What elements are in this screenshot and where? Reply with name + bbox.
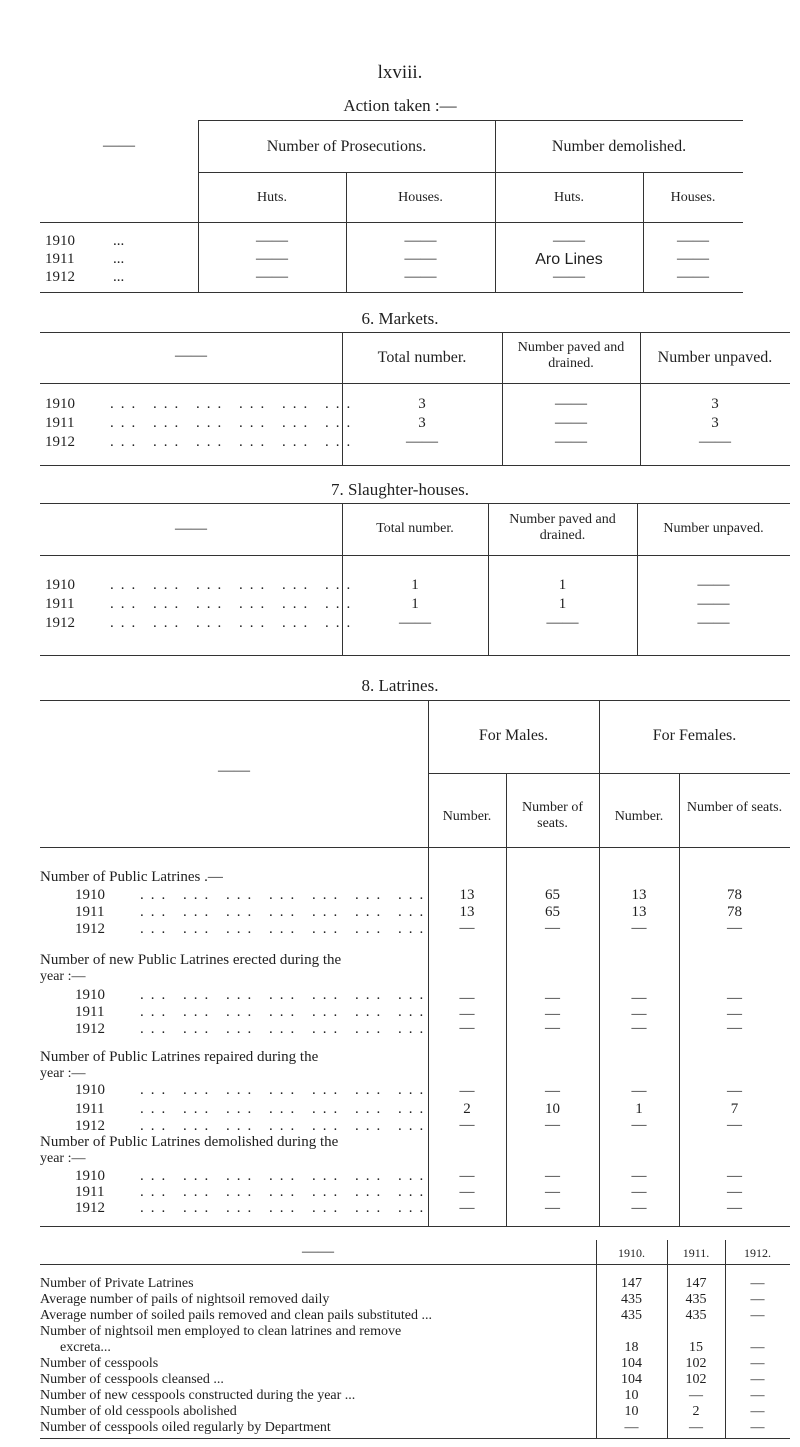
year-label: 1911 [75,1101,105,1117]
table-cell: — [727,1117,742,1133]
year-label: 1910 [45,233,75,249]
slaughter-title: 7. Slaughter-houses. [330,480,469,499]
aro-lines: Aro Lines [535,251,603,268]
table-cell: — [459,1168,475,1184]
table-cell: 10 [624,1404,639,1419]
table-cell: 10 [624,1388,639,1403]
year-label: 1911 [75,1004,105,1020]
col-huts: Huts. [554,190,584,205]
col-year-1912: 1912. [744,1246,771,1260]
table-cell: — [631,1020,647,1036]
col-year-1911: 1911. [682,1246,710,1260]
table-cell: — [727,1168,742,1184]
table-cell: — [545,1168,560,1184]
leader-dots: ... ... ... ... ... ... ... [140,887,431,903]
year-label: 1911 [45,251,75,267]
table-cell: —— [404,268,437,285]
col-number: Number. [614,809,664,824]
leader-dots: ... ... ... ... ... ... [110,615,358,631]
table-cell: — [727,1083,742,1099]
table-cell: — [545,1083,560,1099]
table-cell: —— [555,414,587,431]
col-number: Number. [442,809,492,824]
leader-dots: ... ... ... ... ... ... ... [140,1118,431,1134]
leader-dots: ... [113,233,125,249]
leader-dots: ... ... ... ... ... ... [110,596,358,612]
table-cell: 10 [545,1101,560,1117]
col-unpaved: Number unpaved. [663,521,764,536]
table-cell: 2 [463,1101,471,1117]
latrines-title: 8. Latrines. [361,676,439,695]
col-paved: Number paved and drained. [509,512,616,543]
table-cell: 1 [411,577,419,593]
leader-dots: ... ... ... ... ... ... ... [140,1004,431,1020]
table-cell: 104 [621,1356,642,1371]
leader-dots: ... ... ... ... ... ... ... [140,1101,431,1117]
table-cell: — [545,1117,560,1133]
table-cell: 65 [545,887,560,903]
private-row-label: Number of cesspools cleansed ... [40,1372,224,1387]
year-label: 1912 [75,921,105,937]
table-cell: 1 [635,1101,643,1117]
corner-dash: —— [302,1243,334,1260]
col-paved: Number paved and drained. [517,340,625,371]
table-cell: — [727,1006,742,1022]
table-cell: 104 [621,1372,642,1387]
leader-dots: ... ... ... ... ... ... [110,434,358,450]
corner-dash: —— [175,347,207,364]
table-cell: — [545,920,560,936]
table-cell: — [631,1117,647,1133]
table-cell: — [631,1168,647,1184]
leader-dots: ... ... ... ... ... ... ... [140,1184,431,1200]
year-label: 1912 [45,434,75,450]
table-cell: 435 [621,1292,642,1307]
table-cell: —— [256,232,288,249]
markets-title: 6. Markets. [361,309,439,328]
section-label-cont: year :— [40,1066,86,1081]
table-cell: 2 [692,1404,700,1419]
col-houses: Houses. [670,190,716,205]
private-row-label: Number of old cesspools abolished [40,1404,237,1419]
table-cell: — [727,1200,742,1216]
leader-dots: ... ... ... ... ... ... ... [140,1021,431,1037]
private-row-label: Average number of soiled pails removed and clean pails substituted ... [40,1308,433,1323]
table-cell: — [545,1006,560,1022]
table-cell: 102 [685,1372,707,1387]
section-label: Number of Public Latrines demolished during the [40,1134,339,1150]
table-cell: — [750,1420,765,1435]
col-year-1910: 1910. [618,1246,645,1260]
col-huts: Huts. [257,190,287,205]
males-header: For Males. [478,727,549,744]
table-cell: 3 [711,415,719,431]
table-cell: —— [553,268,585,285]
leader-dots: ... ... ... ... ... ... ... [140,1082,431,1098]
year-label: 1911 [45,596,75,612]
table-cell: —— [697,614,730,631]
table-cell: —— [677,232,709,249]
col-total: Total number. [377,349,467,366]
private-row-label: Number of Private Latrines [40,1276,194,1291]
table-cell: —— [553,232,585,249]
demolished-header: Number demolished. [551,138,687,155]
table-cell: 102 [685,1356,707,1371]
table-cell: —— [699,433,731,450]
table-cell: 13 [631,887,647,903]
table-cell: 1 [558,596,567,612]
table-cell: — [727,990,742,1006]
leader-dots: ... ... ... ... ... ... ... [140,1168,431,1184]
leader-dots: ... ... ... ... ... ... ... [140,987,431,1003]
rule-line [40,1264,790,1265]
table-cell: — [750,1388,765,1403]
table-cell: 435 [685,1308,707,1323]
table-cell: — [750,1292,765,1307]
section-label: Number of Public Latrines .— [40,869,223,885]
table-cell: —— [256,268,288,285]
table-cell: 147 [685,1276,707,1291]
leader-dots: ... ... ... ... ... ... [110,415,358,431]
table-cell: — [631,1184,647,1200]
table-cell: —— [546,614,579,631]
leader-dots: ... ... ... ... ... ... [110,396,358,412]
table-cell: — [459,1200,475,1216]
private-row-label: Average number of pails of nightsoil removed daily [40,1292,330,1307]
table-cell: — [459,1006,475,1022]
year-label: 1910 [75,987,105,1003]
leader-dots: ... ... ... ... ... ... ... [140,904,431,920]
private-row-label: Number of cesspools [40,1356,159,1371]
col-unpaved: Number unpaved. [657,349,773,366]
year-label: 1911 [45,415,75,431]
table-cell: — [727,1020,742,1036]
table-cell: — [727,1184,742,1200]
page-number: lxviii. [377,62,423,83]
corner-dash: —— [175,520,207,537]
table-cell: 65 [545,904,560,920]
table-cell: —— [677,268,709,285]
table-cell: — [689,1420,703,1435]
table-cell: 1 [558,577,567,593]
table-cell: — [750,1340,765,1355]
col-seats: Number of seats. [521,800,584,831]
table-cell: — [727,920,742,936]
table-cell: — [631,1083,647,1099]
females-header: For Females. [652,727,737,744]
table-cell: 13 [631,904,647,920]
table-cell: 7 [730,1101,739,1117]
table-cell: — [689,1388,703,1403]
table-cell: — [545,1184,560,1200]
private-row-label-cont: excreta... [60,1340,111,1355]
table-cell: —— [404,250,437,267]
table-cell: — [750,1404,765,1419]
year-label: 1910 [75,1082,105,1098]
table-cell: 3 [418,396,426,412]
table-cell: —— [697,595,730,612]
table-cell: — [631,920,647,936]
col-total: Total number. [376,521,454,536]
table-cell: —— [256,250,288,267]
table-cell: — [624,1420,639,1435]
section-label-cont: year :— [40,969,86,984]
table-cell: — [750,1372,765,1387]
table-cell: 147 [621,1276,642,1291]
year-label: 1912 [75,1118,105,1134]
table-cell: — [545,1020,560,1036]
corner-dash: —— [103,137,135,154]
table-cell: —— [399,614,431,631]
table-cell: 13 [459,887,475,903]
table-cell: 18 [624,1340,639,1355]
table-cell: 1 [411,596,419,612]
table-cell: —— [406,433,438,450]
year-label: 1911 [75,1184,105,1200]
corner-dash: —— [218,762,250,779]
rule-line [40,1438,790,1439]
table-cell: — [459,920,475,936]
action-title: Action taken :— [343,96,457,115]
table-cell: —— [404,232,437,249]
table-cell: —— [555,433,587,450]
year-label: 1912 [75,1200,105,1216]
table-cell: 13 [459,904,475,920]
table-cell: — [631,1006,647,1022]
table-cell: 435 [685,1292,707,1307]
year-label: 1912 [75,1021,105,1037]
table-cell: — [545,990,560,1006]
col-seats: Number of seats. [686,800,783,815]
table-cell: — [459,990,475,1006]
table-cell: — [750,1308,765,1323]
year-label: 1912 [45,615,75,631]
table-cell: 435 [621,1308,642,1323]
year-label: 1911 [75,904,105,920]
year-label: 1910 [75,887,105,903]
table-cell: — [750,1356,765,1371]
leader-dots: ... ... ... ... ... ... [110,577,358,593]
section-label-cont: year :— [40,1151,86,1166]
table-cell: — [459,1083,475,1099]
table-cell: — [631,1200,647,1216]
table-cell: — [545,1200,560,1216]
year-label: 1910 [45,396,75,412]
leader-dots: ... ... ... ... ... ... ... [140,921,431,937]
year-label: 1912 [45,269,75,285]
private-row-label: Number of cesspools oiled regularly by Department [40,1420,331,1435]
leader-dots: ... ... ... ... ... ... ... [140,1200,431,1216]
private-row-label: Number of new cesspools constructed during the year ... [40,1388,356,1403]
table-cell: — [459,1020,475,1036]
leader-dots: ... [113,269,125,285]
col-houses: Houses. [398,190,443,205]
table-cell: —— [677,250,709,267]
leader-dots: ... [113,251,125,267]
table-cell: 15 [689,1340,703,1355]
table-cell: 78 [727,904,742,920]
table-cell: — [750,1276,765,1291]
table-cell: 78 [727,887,742,903]
table-cell: 3 [711,396,719,412]
table-cell: — [459,1117,475,1133]
private-row-label: Number of nightsoil men employed to clean latrines and remove [40,1324,402,1339]
table-cell: —— [555,395,587,412]
table-cell: — [459,1184,475,1200]
table-cell: 3 [418,415,426,431]
table-cell: — [631,990,647,1006]
year-label: 1910 [75,1168,105,1184]
prosecutions-header: Number of Prosecutions. [266,138,427,155]
table-cell: —— [697,576,730,593]
section-label: Number of Public Latrines repaired during the [40,1049,319,1065]
year-label: 1910 [45,577,75,593]
section-label: Number of new Public Latrines erected during the [40,952,342,968]
